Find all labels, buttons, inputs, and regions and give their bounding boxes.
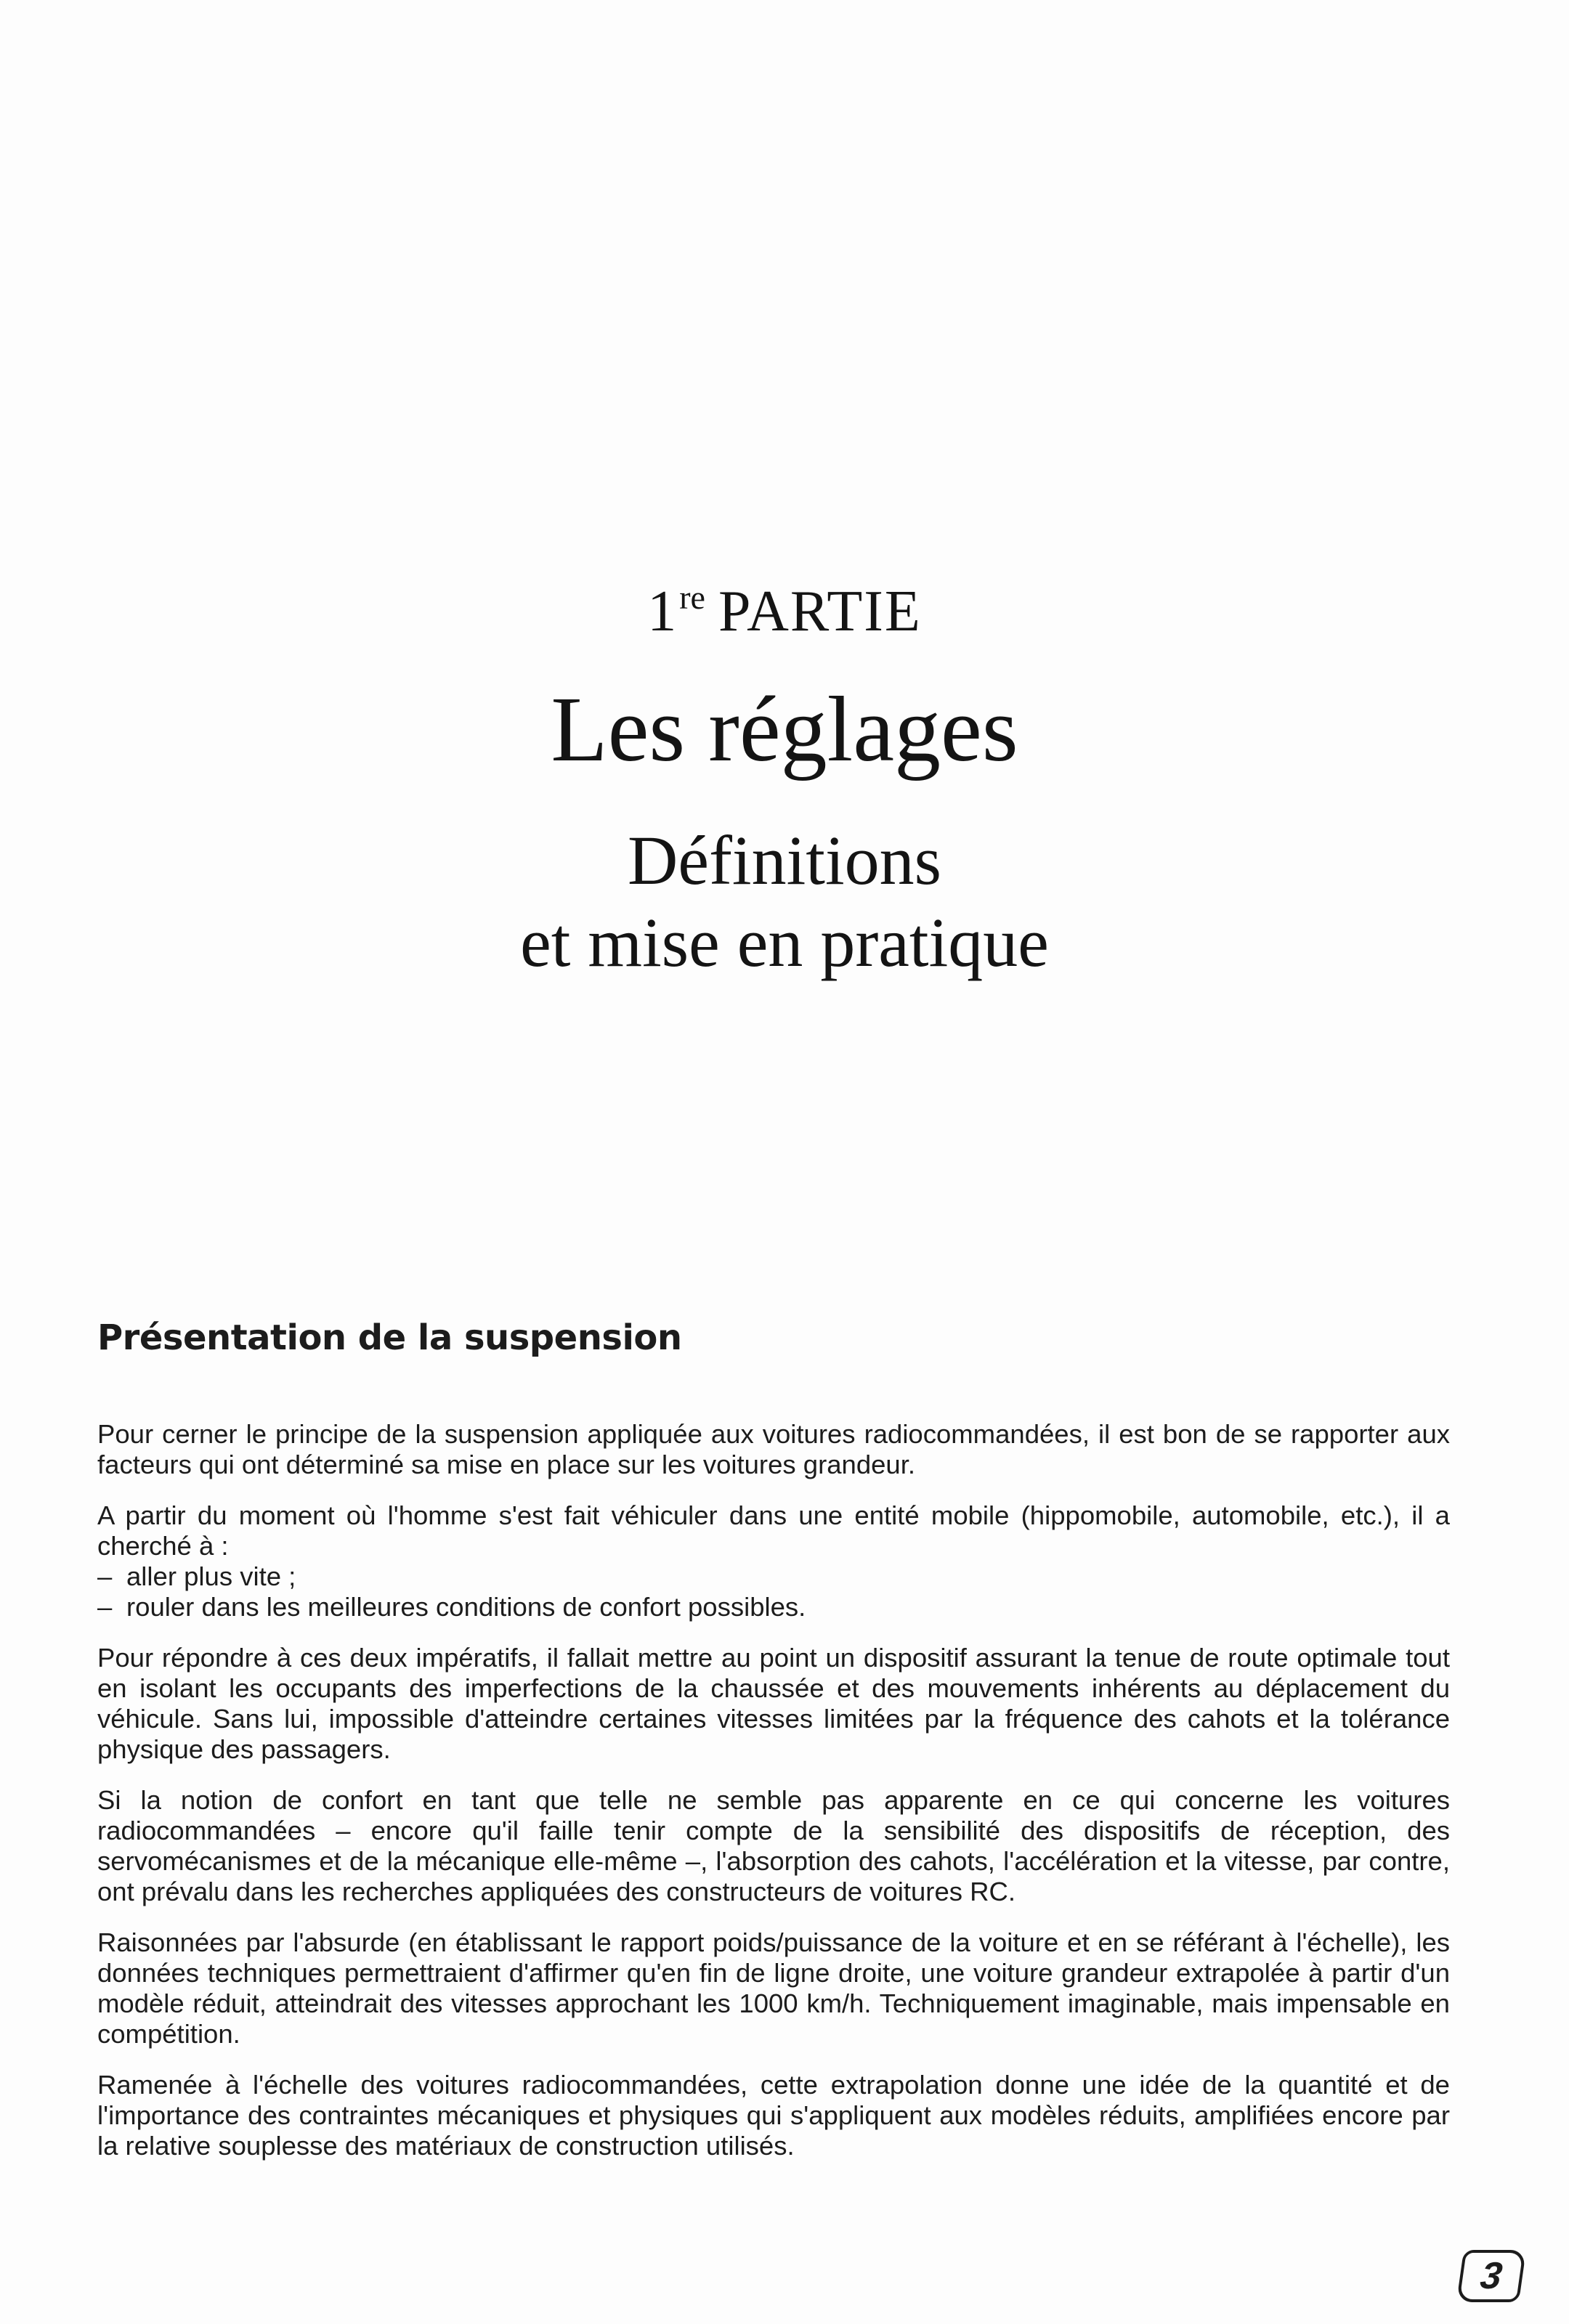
section-suspension (97, 1317, 1450, 2182)
paragraph-2 (97, 1500, 1450, 1622)
paragraph-2-text: A partir du moment où l'homme s'est fait véhiculer dans une entité mobile (hippomobile, automobile, etc.), il a cherché à : (97, 1500, 1450, 1561)
part-number: 1 (647, 580, 678, 643)
part-ordinal-suffix: re (679, 579, 705, 616)
page-number: 3 (1477, 2255, 1505, 2297)
subtitle-line-2: et mise en pratique (520, 903, 1049, 982)
section-heading: Présentation de la suspension (97, 1317, 682, 1358)
list-item: – aller plus vite ; (97, 1561, 1450, 1592)
part-title-block (0, 581, 1569, 984)
bullet-list (97, 1561, 1450, 1622)
page-number-badge (1456, 2250, 1526, 2302)
paragraph-5: Raisonnées par l'absurde (en établissant le rapport poids/puissance de la voiture et en se référant à l'échelle), les données techniques permettraient d'affirmer qu'en fin de ligne droite, une voiture grandeur extrapolée à partir d'un modèle réduit, atteindrait des vitesses approchant les 1000 km/h. Techniquement imaginable, mais impensable en compétition. (97, 1927, 1450, 2049)
subtitle-line-1: Définitions (628, 821, 941, 899)
page-title: Les réglages (551, 678, 1018, 781)
paragraph-3: Pour répondre à ces deux impératifs, il fallait mettre au point un dispositif assurant la tenue de route optimale tout en isolant les occupants des imperfections de la chaussée et des mouvements inhérents au déplacement du véhicule. Sans lui, impossible d'atteindre certaines vitesses limitées par la fréquence des cahots et la tolérance physique des passagers. (97, 1643, 1450, 1764)
paragraph-1: Pour cerner le principe de la suspension appliquée aux voitures radiocommandées, il est bon de se rapporter aux facteurs qui ont déterminé sa mise en place sur les voitures grandeur. (97, 1419, 1450, 1479)
paragraph-6: Ramenée à l'échelle des voitures radiocommandées, cette extrapolation donne une idée de la quantité et de l'importance des contraintes mécaniques et physiques qui s'appliquent aux modèles réduits, amplifiées encore par la relative souplesse des matériaux de construction utilisés. (97, 2070, 1450, 2161)
part-label (0, 581, 1569, 641)
paragraph-4: Si la notion de confort en tant que telle ne semble pas apparente en ce qui concerne les voitures radiocommandées – encore qu'il faille tenir compte de la sensibilité des dispositifs de réception, des servomécanismes et de la mécanique elle-même –, l'absorption des cahots, l'accélération et la vitesse, par contre, ont prévalu dans les recherches appliquées des constructeurs de voitures RC. (97, 1785, 1450, 1906)
part-word: PARTIE (718, 580, 922, 643)
list-item: – rouler dans les meilleures conditions de confort possibles. (97, 1592, 1450, 1622)
page-subtitle (0, 819, 1569, 984)
